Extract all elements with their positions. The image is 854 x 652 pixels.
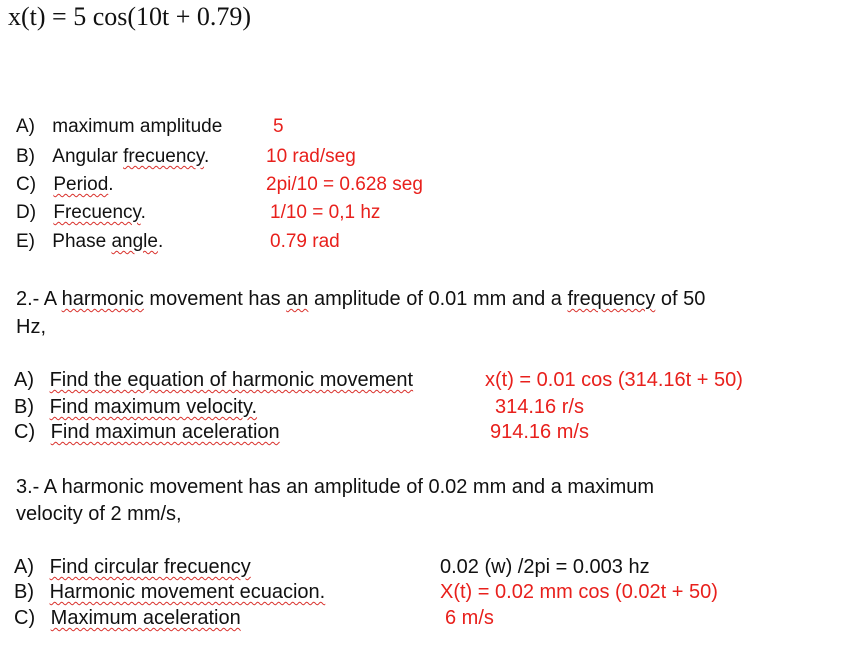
p2-item-a: [14, 369, 413, 392]
p1-item-e: [16, 231, 163, 253]
p3-answer-a: 0.02 (w) /2pi = 0.003 hz: [440, 556, 650, 578]
p2-answer-c: 914.16 m/s: [490, 421, 589, 443]
item-text: Find maximum velocity.: [49, 396, 258, 418]
item-letter: C): [14, 607, 36, 629]
equation-header: [8, 2, 251, 32]
p2-statement-line1: 2.- A harmonic movement has an amplitude of 0.01 mm and a frequency of 50: [16, 288, 706, 310]
item-letter: B): [16, 146, 35, 167]
item-letter: B): [14, 396, 34, 418]
item-letter: A): [16, 116, 35, 137]
p1-item-d: [16, 202, 146, 224]
item-letter: A): [14, 556, 34, 578]
p2-statement-line2: Hz,: [16, 316, 46, 338]
p1-item-a: [16, 116, 222, 138]
item-text: Find circular frecuency: [49, 556, 251, 578]
item-label: Frecuency.: [53, 202, 146, 223]
item-letter: A): [14, 369, 34, 391]
item-letter: E): [16, 231, 35, 252]
p2-answer-a: x(t) = 0.01 cos (314.16t + 50): [485, 369, 743, 391]
p3-answer-c: 6 m/s: [445, 607, 494, 629]
item-letter: C): [16, 174, 37, 195]
item-text: Maximum aceleration: [50, 607, 241, 629]
p3-item-a: [14, 556, 251, 579]
p3-statement-line2: velocity of 2 mm/s,: [16, 503, 182, 525]
equation-text: x(t) = 5 cos(10t + 0.79): [8, 2, 252, 31]
p3-statement-line1: 3.- A harmonic movement has an amplitude of 0.02 mm and a maximum: [16, 476, 655, 498]
p3-answer-b: X(t) = 0.02 mm cos (0.02t + 50): [440, 581, 718, 603]
p1-item-b: [16, 146, 209, 168]
p1-answer-c: 2pi/10 = 0.628 seg: [266, 174, 423, 195]
item-letter: C): [14, 421, 36, 443]
p1-answer-a: 5: [273, 116, 284, 137]
item-label: Angular frecuency.: [52, 146, 210, 167]
item-label: Phase angle.: [52, 231, 164, 252]
p2-item-c: [14, 421, 280, 444]
item-label: maximum amplitude: [52, 116, 223, 137]
item-text: Find the equation of harmonic movement: [49, 369, 414, 391]
p3-item-b: [14, 581, 325, 604]
p1-item-c: [16, 174, 114, 196]
item-label: Period.: [53, 174, 114, 195]
item-text: Harmonic movement ecuacion.: [49, 581, 326, 603]
p1-answer-b: 10 rad/seg: [266, 146, 356, 167]
p3-item-c: [14, 607, 241, 630]
item-letter: B): [14, 581, 34, 603]
p1-answer-d: 1/10 = 0,1 hz: [270, 202, 381, 223]
item-letter: D): [16, 202, 37, 223]
p2-answer-b: 314.16 r/s: [495, 396, 584, 418]
item-text: Find maximun aceleration: [50, 421, 280, 443]
p2-item-b: [14, 396, 257, 419]
p1-answer-e: 0.79 rad: [270, 231, 340, 252]
